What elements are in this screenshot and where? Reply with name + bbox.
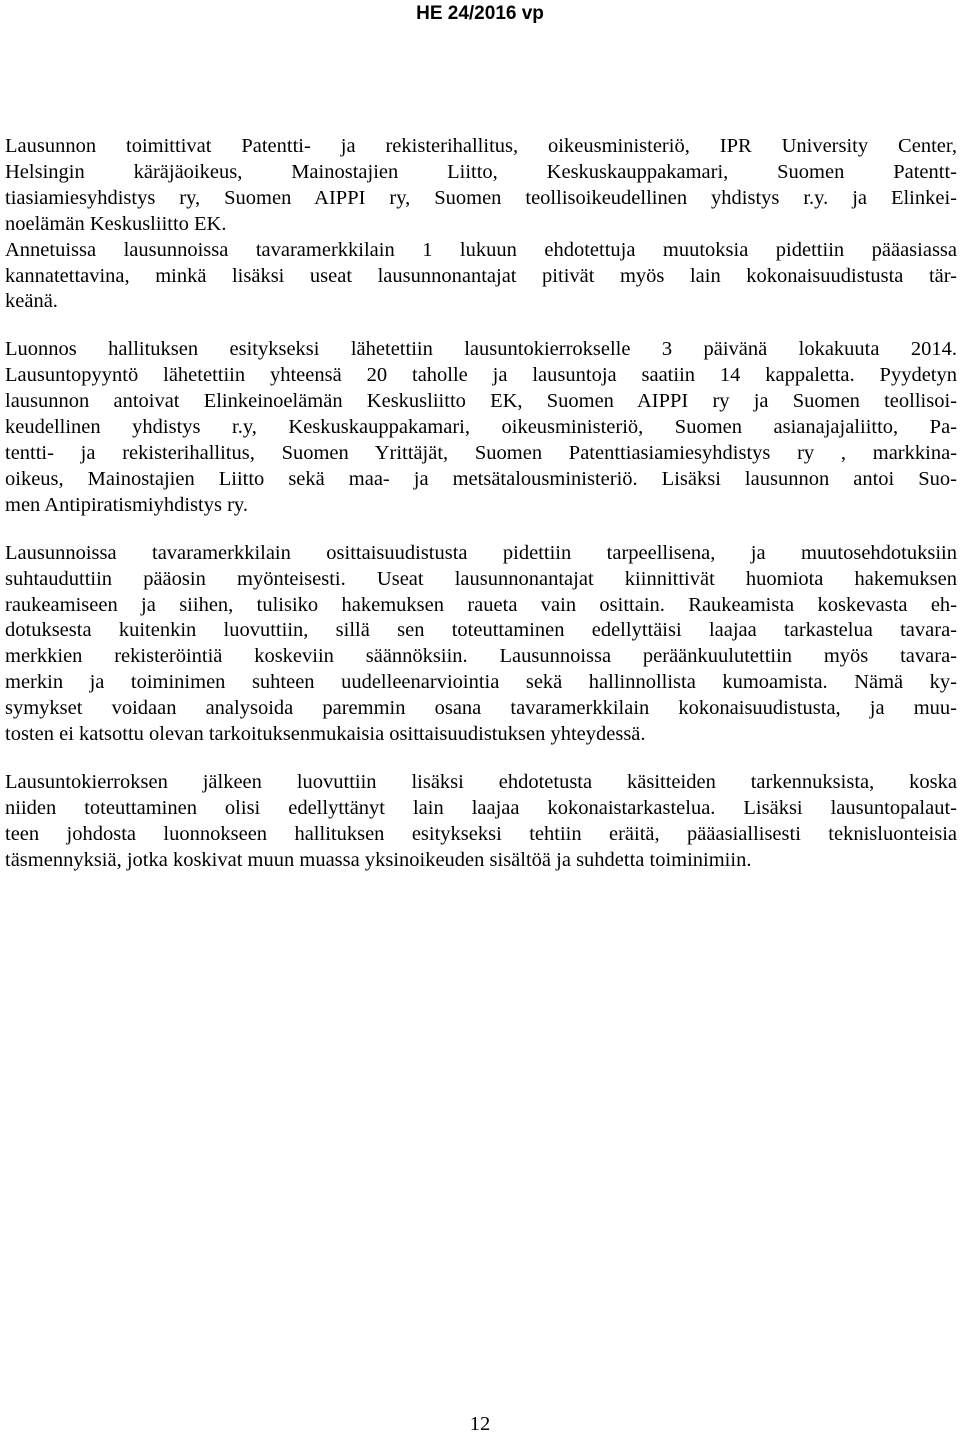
text-line: tosten ei katsottu olevan tarkoituksenmukaisia osittaisuudistuksen yhteydessä. <box>5 723 646 746</box>
page-number: 12 <box>469 1413 491 1435</box>
text-line: dotuksesta kuitenkin luovuttiin, sillä sen toteuttaminen edellyttäisi laajaa tarkastelua tavara- <box>5 619 957 642</box>
text-line: suhtauduttiin pääosin myönteisesti. Useat lausunnonantajat kiinnittivät huomiota hakemuksen <box>5 567 957 590</box>
text-line: noelämän Keskusliitto EK. <box>5 212 227 235</box>
text-line: Helsingin käräjäoikeus, Mainostajien Liitto, Keskuskauppakamari, Suomen Patentt- <box>5 160 957 183</box>
text-line: Lausuntopyyntö lähetettiin yhteensä 20 taholle ja lausuntoja saatiin 14 kappaletta. Pyydetyn <box>5 364 957 387</box>
text-line: keudellinen yhdistys r.y, Keskuskauppakamari, oikeusministeriö, Suomen asianajajaliitto, Pa- <box>5 416 957 439</box>
text-line: men Antipiratismiyhdistys ry. <box>5 493 248 516</box>
text-line: keänä. <box>5 290 58 313</box>
text-line: tiasiamiesyhdistys ry, Suomen AIPPI ry, Suomen teollisoikeudellinen yhdistys r.y. ja Elinkei- <box>5 186 957 209</box>
text-line: merkin ja toiminimen suhteen uudelleenarviointia sekä hallinnollista kumoamista. Nämä ky- <box>5 671 957 694</box>
paragraph-post-consultation-changes <box>5 770 957 874</box>
paragraph-consultation-round <box>5 337 957 518</box>
document-header: HE 24/2016 vp <box>416 3 544 24</box>
text-line: Annetuissa lausunnoissa tavaramerkkilain 1 lukuun ehdotettuja muutoksia pidettiin pääasiassa <box>5 238 957 261</box>
document-body <box>5 134 957 896</box>
text-line: Lausunnoissa tavaramerkkilain osittaisuudistusta pidettiin tarpeellisena, ja muutosehdotuksiin <box>5 541 957 564</box>
paragraph-statements <box>5 134 957 315</box>
text-line: niiden toteuttaminen olisi edellyttänyt lain laajaa kokonaistarkastelua. Lisäksi lausuntopalaut- <box>5 796 957 819</box>
text-line: lausunnon antoivat Elinkeinoelämän Keskusliitto EK, Suomen AIPPI ry ja Suomen teollisoi- <box>5 390 957 413</box>
text-line: Lausunnon toimittivat Patentti- ja rekisterihallitus, oikeusministeriö, IPR University Center, <box>5 135 957 157</box>
text-line: kannatettavina, minkä lisäksi useat lausunnonantajat pitivät myös lain kokonaisuudistusta tär- <box>5 264 957 287</box>
paragraph-statement-summary <box>5 541 957 748</box>
text-line: teen johdosta luonnokseen hallituksen esitykseksi tehtiin eräitä, pääasiallisesti teknisluonteisia <box>5 822 957 845</box>
text-line: symykset voidaan analysoida paremmin osana tavaramerkkilain kokonaisuudistusta, ja muu- <box>5 697 957 720</box>
text-line: merkkien rekisteröintiä koskeviin säännöksiin. Lausunnoissa peräänkuulutettiin myös tavara- <box>5 645 957 668</box>
text-line: Lausuntokierroksen jälkeen luovuttiin lisäksi ehdotetusta käsitteiden tarkennuksista, koska <box>5 770 957 793</box>
text-line: tentti- ja rekisterihallitus, Suomen Yrittäjät, Suomen Patenttiasiamiesyhdistys ry , markkina- <box>5 441 957 464</box>
text-line: Luonnos hallituksen esitykseksi lähetettiin lausuntokierrokselle 3 päivänä lokakuuta 2014. <box>5 338 957 361</box>
text-line: raukeamiseen ja siihen, tulisiko hakemuksen raueta vain osittain. Raukeamista koskevasta eh- <box>5 593 957 616</box>
text-line: täsmennyksiä, jotka koskivat muun muassa yksinoikeuden sisältöä ja suhdetta toiminimiin. <box>5 848 752 871</box>
text-line: oikeus, Mainostajien Liitto sekä maa- ja metsätalousministeriö. Lisäksi lausunnon antoi Suo- <box>5 467 957 490</box>
